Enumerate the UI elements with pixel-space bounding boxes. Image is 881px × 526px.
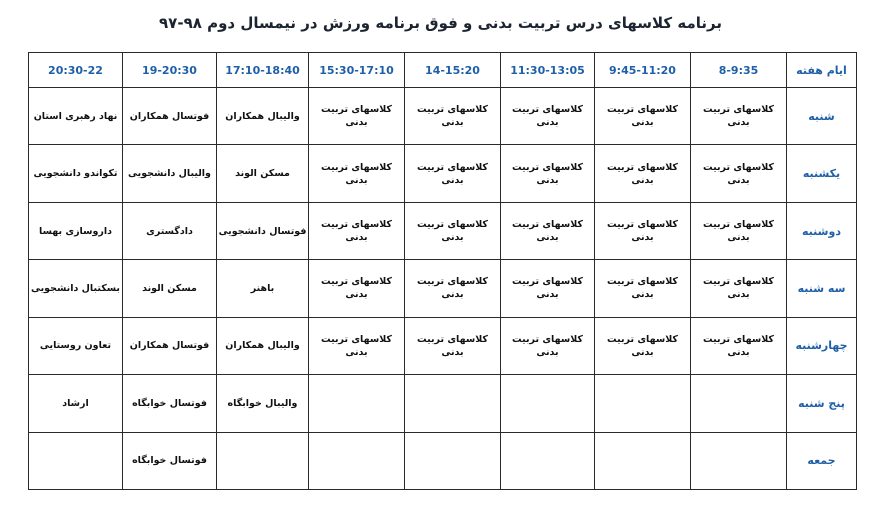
schedule-cell: فوتسال خوابگاه [123, 432, 217, 489]
schedule-cell: کلاسهای تربیت بدنی [595, 202, 691, 259]
time-slot-header: 17:10-18:40 [217, 53, 309, 88]
schedule-cell: کلاسهای تربیت بدنی [691, 260, 787, 317]
time-slot-header: 14-15:20 [405, 53, 501, 88]
schedule-cell [691, 432, 787, 489]
schedule-cell: فوتسال همکاران [123, 88, 217, 145]
schedule-cell: مسکن الوند [123, 260, 217, 317]
schedule-cell [691, 375, 787, 432]
schedule-cell: تعاون روستایی [29, 317, 123, 374]
schedule-cell: نهاد رهبری استان [29, 88, 123, 145]
schedule-cell [595, 375, 691, 432]
day-label: چهارشنبه [787, 317, 857, 374]
schedule-cell: کلاسهای تربیت بدنی [501, 317, 595, 374]
schedule-cell: کلاسهای تربیت بدنی [595, 88, 691, 145]
schedule-cell: فوتسال همکاران [123, 317, 217, 374]
table-row [29, 317, 857, 374]
schedule-cell: کلاسهای تربیت بدنی [309, 260, 405, 317]
schedule-cell: کلاسهای تربیت بدنی [595, 260, 691, 317]
time-slot-header: 9:45-11:20 [595, 53, 691, 88]
schedule-cell: بسکتبال دانشجویی [29, 260, 123, 317]
schedule-cell: کلاسهای تربیت بدنی [501, 88, 595, 145]
schedule-cell: تکواندو دانشجویی [29, 145, 123, 202]
schedule-cell [405, 432, 501, 489]
schedule-cell [309, 432, 405, 489]
time-slot-header: 8-9:35 [691, 53, 787, 88]
schedule-cell: فوتسال دانشجویی [217, 202, 309, 259]
schedule-cell [405, 375, 501, 432]
schedule-cell: کلاسهای تربیت بدنی [405, 145, 501, 202]
table-row [29, 145, 857, 202]
schedule-cell: فوتسال خوابگاه [123, 375, 217, 432]
table-row [29, 88, 857, 145]
day-label: دوشنبه [787, 202, 857, 259]
schedule-cell: کلاسهای تربیت بدنی [309, 88, 405, 145]
schedule-cell: کلاسهای تربیت بدنی [691, 88, 787, 145]
schedule-cell: والیبال خوابگاه [217, 375, 309, 432]
schedule-cell: داروسازی بهسا [29, 202, 123, 259]
page-title: برنامه کلاسهای درس تربیت بدنی و فوق برنامه ورزش در نیمسال دوم ۹۸-۹۷ [159, 14, 722, 32]
schedule-cell: والیبال دانشجویی [123, 145, 217, 202]
table-row [29, 432, 857, 489]
table-row [29, 202, 857, 259]
day-label: شنبه [787, 88, 857, 145]
schedule-cell: کلاسهای تربیت بدنی [405, 317, 501, 374]
schedule-cell: مسکن الوند [217, 145, 309, 202]
schedule-cell [309, 375, 405, 432]
schedule-table [28, 52, 857, 490]
schedule-cell: کلاسهای تربیت بدنی [501, 260, 595, 317]
time-slot-header: 19-20:30 [123, 53, 217, 88]
schedule-cell: ارشاد [29, 375, 123, 432]
schedule-cell: کلاسهای تربیت بدنی [501, 145, 595, 202]
schedule-cell: کلاسهای تربیت بدنی [309, 145, 405, 202]
table-row [29, 260, 857, 317]
schedule-cell: کلاسهای تربیت بدنی [691, 317, 787, 374]
schedule-cell [29, 432, 123, 489]
day-label: جمعه [787, 432, 857, 489]
schedule-cell: کلاسهای تربیت بدنی [595, 317, 691, 374]
schedule-cell [595, 432, 691, 489]
schedule-cell: کلاسهای تربیت بدنی [405, 202, 501, 259]
time-slot-header: 20:30-22 [29, 53, 123, 88]
schedule-cell [217, 432, 309, 489]
schedule-cell: کلاسهای تربیت بدنی [309, 202, 405, 259]
schedule-cell: والیبال همکاران [217, 88, 309, 145]
time-slot-header: 11:30-13:05 [501, 53, 595, 88]
day-label: پنج شنبه [787, 375, 857, 432]
schedule-cell: کلاسهای تربیت بدنی [501, 202, 595, 259]
schedule-cell: دادگستری [123, 202, 217, 259]
schedule-cell [501, 375, 595, 432]
time-slot-header: 15:30-17:10 [309, 53, 405, 88]
schedule-cell: کلاسهای تربیت بدنی [691, 145, 787, 202]
schedule-cell: باهنر [217, 260, 309, 317]
schedule-cell: کلاسهای تربیت بدنی [309, 317, 405, 374]
schedule-cell: کلاسهای تربیت بدنی [691, 202, 787, 259]
day-label: یکشنبه [787, 145, 857, 202]
schedule-cell [501, 432, 595, 489]
header-row [29, 53, 857, 88]
schedule-cell: والیبال همکاران [217, 317, 309, 374]
day-label: سه شنبه [787, 260, 857, 317]
schedule-cell: کلاسهای تربیت بدنی [405, 88, 501, 145]
table-row [29, 375, 857, 432]
schedule-cell: کلاسهای تربیت بدنی [595, 145, 691, 202]
schedule-cell: کلاسهای تربیت بدنی [405, 260, 501, 317]
day-column-header: ایام هفته [787, 53, 857, 88]
